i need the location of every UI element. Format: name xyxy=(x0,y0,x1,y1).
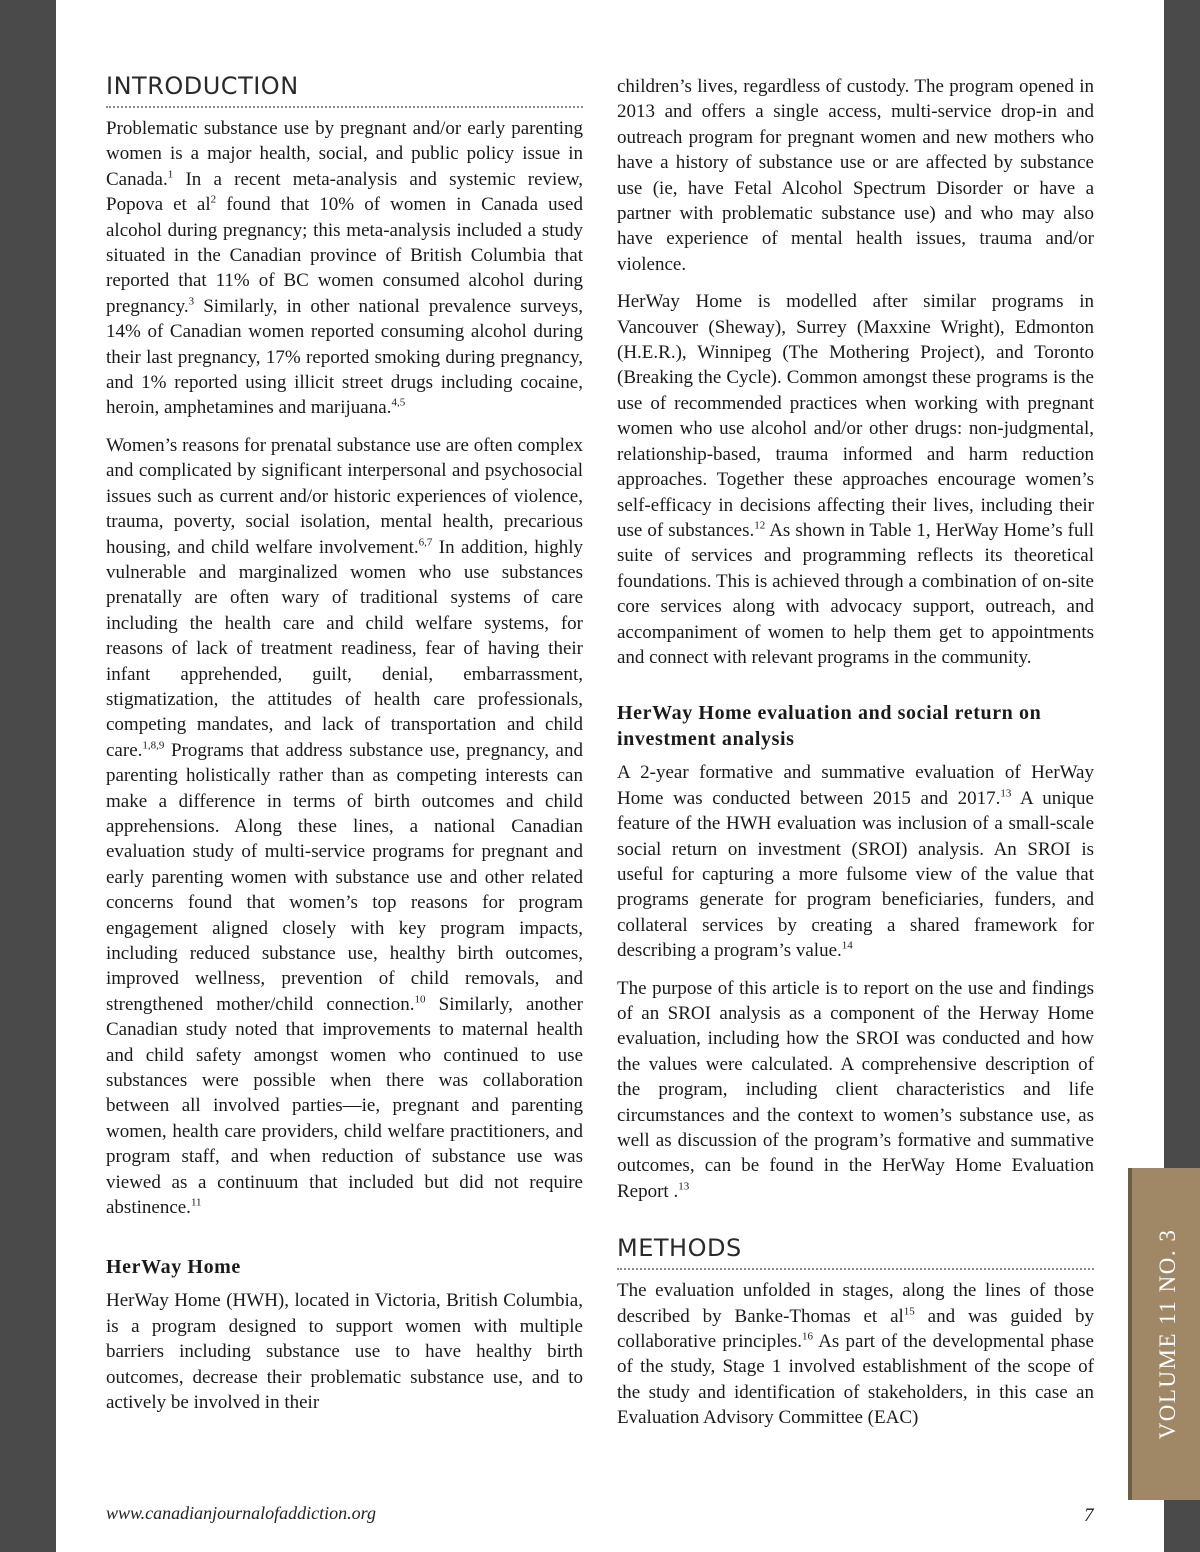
intro-paragraph-2 xyxy=(106,433,583,1221)
text-run: Similarly, another Canadian study noted that improvements to maternal health and child safety amongst women who continued to use substances were possible when there was collaboration between all involved parties—ie, pregnant and parenting women, health care providers, child welfare practitioners, and program staff, and when reduction of substance use was viewed as a continuum that included but did not require abstinence. xyxy=(106,993,583,1219)
citation-marker: 6,7 xyxy=(418,536,433,549)
citation-marker: 16 xyxy=(802,1330,814,1343)
right-column xyxy=(617,74,1094,1443)
citation-marker: 13 xyxy=(678,1180,690,1193)
citation-marker: 15 xyxy=(903,1305,915,1318)
text-run: As shown in Table 1, HerWay Home’s full suite of services and programming reflects its theoretical foundations. This is achieved through a combination of on-site core services along with advocacy support, outreach, and accompaniment of women to help them get to appointments and connect with relevant programs in the community. xyxy=(617,519,1095,668)
herway-home-heading: HerWay Home xyxy=(106,1256,241,1279)
text-run: A 2-year formative and summative evaluation of HerWay Home was conducted between 2015 and 2017. xyxy=(617,762,1094,809)
citation-marker: 14 xyxy=(841,939,853,952)
text-run: Programs that address substance use, pregnancy, and parenting holistically rather than as competing interests can make a difference in terms of birth outcomes and child apprehensions. Along these lines, a national Canadian evaluation study of multi-service programs for pregnant and early parenting women with substance use and other related concerns found that women’s top reasons for program engagement aligned closely with key program impacts, including reduced substance use, healthy birth outcomes, improved wellness, prevention of child removals, and strengthened mother/child connection. xyxy=(106,739,583,1015)
text-run: Women’s reasons for prenatal substance use are often complex and complicated by significant interpersonal and psychosocial issues such as current and/or historic experiences of violence, trauma, poverty, social isolation, mental health, precarious housing, and child welfare involvement. xyxy=(106,434,583,558)
text-run: HerWay Home is modelled after similar programs in Vancouver (Sheway), Surrey (Maxxine Wright), Edmonton (H.E.R.), Winnipeg (The Mothering Project), and Toronto (Breaking the Cycle). Common amongst these programs is the use of recommended practices when working with pregnant women who use alcohol and/or other drugs: non-judgmental, relationship-based, trauma informed and harm reduction approaches. Together these approaches encourage women’s self-efficacy in decisions affecting their lives, including their use of substances. xyxy=(617,291,1094,541)
left-column xyxy=(106,72,583,1428)
herway-paragraph-2 xyxy=(617,289,1094,670)
footer-website-url: www.canadianjournalofaddiction.org xyxy=(106,1503,377,1523)
citation-marker: 11 xyxy=(190,1196,202,1209)
citation-marker: 13 xyxy=(1000,787,1012,800)
citation-marker: 3 xyxy=(188,295,195,308)
journal-page xyxy=(56,0,1164,1552)
text-run: A unique feature of the HWH evaluation was inclusion of a small-scale social return on investment (SROI) analysis. An SROI is useful for capturing a more fulsome view of the value that programs generate for program beneficiaries, funders, and collateral services by creating a shared framework for describing a program’s value. xyxy=(617,787,1094,962)
methods-paragraph-1 xyxy=(617,1278,1094,1430)
text-run: Similarly, in other national prevalence surveys, 14% of Canadian women reported consuming alcohol during their last pregnancy, 17% reported smoking during pregnancy, and 1% reported using illicit street drugs including cocaine, heroin, amphetamines and marijuana. xyxy=(106,295,583,419)
herway-paragraph-1-continued: children’s lives, regardless of custody. The program opened in 2013 and offers a single access, multi-service drop-in and outreach program for pregnant women and new mothers who have a history of substance use or are affected by substance use (ie, have Fetal Alcohol Spectrum Disorder or have a partner with problematic substance use) and who may also have experience of mental health issues, trauma and/or violence. xyxy=(617,76,1094,275)
evaluation-heading: HerWay Home evaluation and social return on investment analysis xyxy=(617,702,1042,751)
text-run: In addition, highly vulnerable and marginalized women who use substances prenatally are often wary of traditional systems of care including the health care and child welfare systems, for reasons of lack of treatment readiness, fear of having their infant apprehended, guilt, denial, embarrassment, stigmatization, the attitudes of health care professionals, competing mandates, and lack of transportation and child care. xyxy=(106,536,583,761)
herway-paragraph-1: HerWay Home (HWH), located in Victoria, British Columbia, is a program designed to support women with multiple barriers including substance use to have healthy birth outcomes, decrease their problematic substance use, and to actively be involved in their xyxy=(106,1290,583,1414)
citation-marker: 2 xyxy=(210,193,217,206)
text-run: Problematic substance use by pregnant and/or early parenting women is a major health, social, and public policy issue in Canada. xyxy=(106,118,583,190)
volume-label: VOLUME 11 NO. 3 xyxy=(1155,1228,1180,1440)
introduction-heading: INTRODUCTION xyxy=(106,72,583,108)
citation-marker: 12 xyxy=(754,519,766,532)
text-run: found that 10% of women in Canada used alcohol during pregnancy; this meta-analysis included a study situated in the Canadian province of British Columbia that reported that 11% of BC women consumed alcohol during pregnancy. xyxy=(106,194,583,317)
citation-marker: 1,8,9 xyxy=(142,739,165,752)
text-run: and was guided by collaborative principles. xyxy=(617,1305,1094,1353)
citation-marker: 1 xyxy=(167,168,174,181)
citation-marker: 4,5 xyxy=(391,397,406,410)
intro-paragraph-1 xyxy=(106,116,583,421)
text-run: The purpose of this article is to report on the use and findings of an SROI analysis as a component of the Herway Home evaluation, including how the SROI was conducted and how the values were calculated. A comprehensive description of the program, including client characteristics and life circumstances and the context to women’s substance use, as well as discussion of the program’s formative and summative outcomes, can be found in the HerWay Home Evaluation Report . xyxy=(617,977,1094,1202)
page-number: 7 xyxy=(1084,1505,1094,1526)
evaluation-paragraph-1 xyxy=(617,760,1094,963)
citation-marker: 10 xyxy=(414,993,426,1006)
volume-side-tab xyxy=(1128,1168,1200,1500)
text-run: As part of the developmental phase of the study, Stage 1 involved establishment of the scope of the study and identification of stakeholders, in this case an Evaluation Advisory Committee (EAC) xyxy=(617,1331,1094,1429)
methods-heading: METHODS xyxy=(617,1234,1094,1270)
text-run: The evaluation unfolded in stages, along the lines of those described by Banke-Thomas et al xyxy=(617,1280,1094,1327)
evaluation-paragraph-2 xyxy=(617,976,1094,1205)
text-run: In a recent meta-analysis and systemic review, Popova et al xyxy=(106,168,583,216)
